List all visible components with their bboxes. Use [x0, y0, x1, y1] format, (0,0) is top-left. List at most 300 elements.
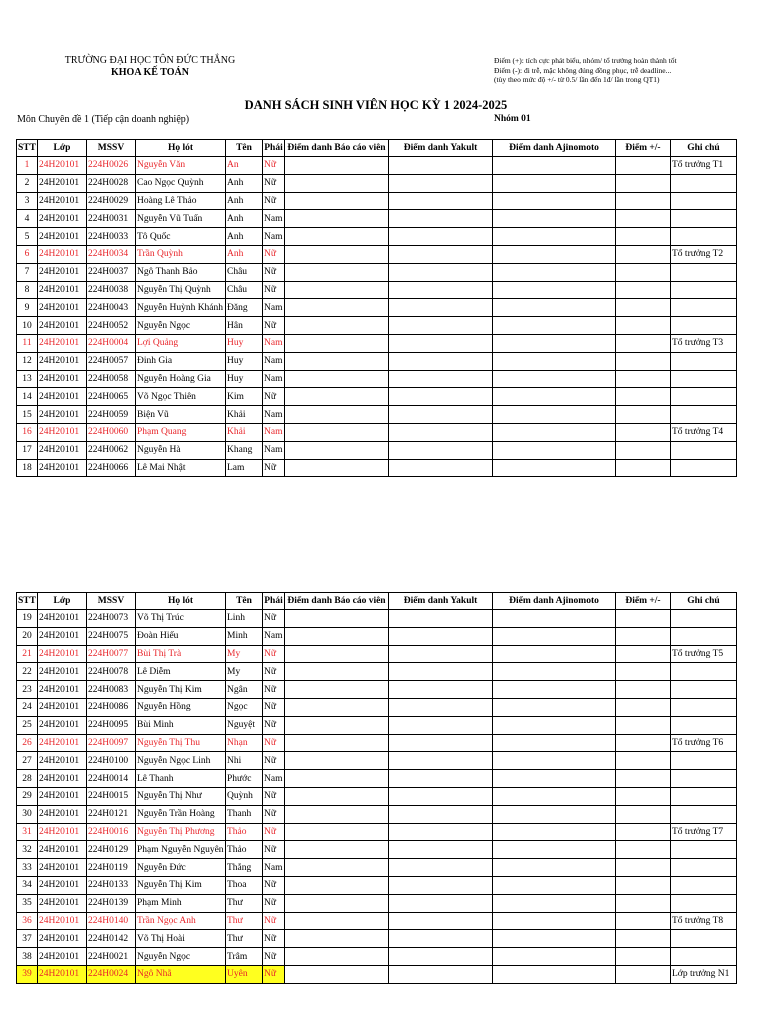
cell-diem[interactable]: [616, 370, 671, 388]
cell-diem[interactable]: [616, 228, 671, 246]
cell-diem[interactable]: [616, 787, 671, 805]
cell-ajinomoto[interactable]: [493, 192, 616, 210]
cell-bao-cao-vien[interactable]: [285, 317, 389, 335]
cell-yakult[interactable]: [389, 228, 493, 246]
cell-yakult[interactable]: [389, 388, 493, 406]
cell-note: [671, 352, 737, 370]
cell-yakult[interactable]: [389, 352, 493, 370]
cell-ten: Châu: [226, 281, 263, 299]
cell-bao-cao-vien[interactable]: [285, 610, 389, 628]
cell-diem[interactable]: [616, 876, 671, 894]
cell-phai: Nữ: [263, 876, 285, 894]
cell-ajinomoto[interactable]: [493, 752, 616, 770]
cell-ten: My: [226, 645, 263, 663]
cell-stt: 17: [17, 441, 38, 459]
cell-ten: Khải: [226, 406, 263, 424]
cell-yakult[interactable]: [389, 805, 493, 823]
cell-yakult[interactable]: [389, 441, 493, 459]
cell-yakult[interactable]: [389, 459, 493, 477]
cell-mssv: 224H0037: [87, 263, 136, 281]
cell-yakult[interactable]: [389, 334, 493, 352]
cell-mssv: 224H0062: [87, 441, 136, 459]
cell-holot: Lợi Quảng: [136, 334, 226, 352]
cell-bao-cao-vien[interactable]: [285, 299, 389, 317]
cell-lop: 24H20101: [38, 752, 87, 770]
cell-bao-cao-vien[interactable]: [285, 210, 389, 228]
table-row: [17, 876, 737, 894]
cell-ajinomoto[interactable]: [493, 841, 616, 859]
cell-ajinomoto[interactable]: [493, 627, 616, 645]
cell-diem[interactable]: [616, 627, 671, 645]
cell-bao-cao-vien[interactable]: [285, 752, 389, 770]
cell-ajinomoto[interactable]: [493, 965, 616, 983]
cell-ajinomoto[interactable]: [493, 423, 616, 441]
cell-holot: Nguyễn Văn: [136, 157, 226, 175]
cell-ten: An: [226, 157, 263, 175]
cell-lop: 24H20101: [38, 334, 87, 352]
cell-lop: 24H20101: [38, 965, 87, 983]
cell-diem[interactable]: [616, 423, 671, 441]
cell-mssv: 224H0031: [87, 210, 136, 228]
cell-diem[interactable]: [616, 912, 671, 930]
cell-ajinomoto[interactable]: [493, 859, 616, 877]
column-header-phai: Phái: [263, 140, 285, 157]
cell-diem[interactable]: [616, 352, 671, 370]
cell-diem[interactable]: [616, 645, 671, 663]
cell-yakult[interactable]: [389, 752, 493, 770]
cell-stt: 26: [17, 734, 38, 752]
cell-stt: 8: [17, 281, 38, 299]
cell-lop: 24H20101: [38, 281, 87, 299]
cell-diem[interactable]: [616, 841, 671, 859]
cell-diem[interactable]: [616, 681, 671, 699]
cell-diem[interactable]: [616, 770, 671, 788]
cell-diem[interactable]: [616, 894, 671, 912]
cell-ajinomoto[interactable]: [493, 663, 616, 681]
cell-yakult[interactable]: [389, 698, 493, 716]
cell-bao-cao-vien[interactable]: [285, 352, 389, 370]
cell-bao-cao-vien[interactable]: [285, 228, 389, 246]
cell-diem[interactable]: [616, 406, 671, 424]
cell-yakult[interactable]: [389, 610, 493, 628]
table-row: [17, 610, 737, 628]
table-row: [17, 912, 737, 930]
table-row: [17, 174, 737, 192]
cell-stt: 19: [17, 610, 38, 628]
cell-note: [671, 281, 737, 299]
cell-bao-cao-vien[interactable]: [285, 192, 389, 210]
cell-bao-cao-vien[interactable]: [285, 823, 389, 841]
cell-bao-cao-vien[interactable]: [285, 663, 389, 681]
cell-yakult[interactable]: [389, 663, 493, 681]
cell-diem[interactable]: [616, 716, 671, 734]
cell-yakult[interactable]: [389, 263, 493, 281]
cell-bao-cao-vien[interactable]: [285, 787, 389, 805]
cell-diem[interactable]: [616, 859, 671, 877]
cell-holot: Nguyễn Hồng: [136, 698, 226, 716]
table-row: [17, 645, 737, 663]
cell-mssv: 224H0004: [87, 334, 136, 352]
cell-ajinomoto[interactable]: [493, 948, 616, 966]
cell-lop: 24H20101: [38, 948, 87, 966]
cell-bao-cao-vien[interactable]: [285, 174, 389, 192]
cell-ajinomoto[interactable]: [493, 388, 616, 406]
cell-ajinomoto[interactable]: [493, 228, 616, 246]
cell-bao-cao-vien[interactable]: [285, 459, 389, 477]
cell-note: Tổ trưởng T3: [671, 334, 737, 352]
cell-diem[interactable]: [616, 157, 671, 175]
cell-bao-cao-vien[interactable]: [285, 805, 389, 823]
cell-lop: 24H20101: [38, 912, 87, 930]
cell-holot: Nguyễn Ngọc: [136, 948, 226, 966]
column-header-holot: Họ lót: [136, 140, 226, 157]
column-header-mssv: MSSV: [87, 593, 136, 610]
cell-ajinomoto[interactable]: [493, 459, 616, 477]
cell-yakult[interactable]: [389, 210, 493, 228]
cell-yakult[interactable]: [389, 716, 493, 734]
cell-yakult[interactable]: [389, 965, 493, 983]
cell-note: [671, 627, 737, 645]
cell-phai: Nữ: [263, 787, 285, 805]
cell-ten: Thảo: [226, 841, 263, 859]
school-header: [40, 55, 260, 79]
cell-ten: Anh: [226, 174, 263, 192]
cell-holot: Bùi Minh: [136, 716, 226, 734]
cell-yakult[interactable]: [389, 299, 493, 317]
cell-yakult[interactable]: [389, 841, 493, 859]
cell-diem[interactable]: [616, 192, 671, 210]
cell-ajinomoto[interactable]: [493, 645, 616, 663]
cell-bao-cao-vien[interactable]: [285, 859, 389, 877]
cell-mssv: 224H0083: [87, 681, 136, 699]
cell-yakult[interactable]: [389, 770, 493, 788]
cell-mssv: 224H0133: [87, 876, 136, 894]
cell-diem[interactable]: [616, 174, 671, 192]
cell-ajinomoto[interactable]: [493, 912, 616, 930]
cell-mssv: 224H0038: [87, 281, 136, 299]
cell-bao-cao-vien[interactable]: [285, 281, 389, 299]
cell-yakult[interactable]: [389, 645, 493, 663]
cell-diem[interactable]: [616, 317, 671, 335]
cell-note: [671, 370, 737, 388]
cell-diem[interactable]: [616, 752, 671, 770]
cell-stt: 28: [17, 770, 38, 788]
cell-note: Tổ trưởng T2: [671, 245, 737, 263]
cell-diem[interactable]: [616, 459, 671, 477]
cell-bao-cao-vien[interactable]: [285, 841, 389, 859]
cell-yakult[interactable]: [389, 681, 493, 699]
table-row: [17, 965, 737, 983]
cell-mssv: 224H0029: [87, 192, 136, 210]
cell-diem[interactable]: [616, 245, 671, 263]
cell-lop: 24H20101: [38, 805, 87, 823]
cell-lop: 24H20101: [38, 157, 87, 175]
table-row: [17, 245, 737, 263]
cell-stt: 20: [17, 627, 38, 645]
cell-ajinomoto[interactable]: [493, 370, 616, 388]
cell-ajinomoto[interactable]: [493, 681, 616, 699]
cell-ajinomoto[interactable]: [493, 698, 616, 716]
cell-holot: Nguyễn Thị Quỳnh: [136, 281, 226, 299]
department-name: KHOA KẾ TOÁN: [111, 67, 189, 78]
cell-ajinomoto[interactable]: [493, 157, 616, 175]
cell-bao-cao-vien[interactable]: [285, 627, 389, 645]
column-header-yakult: Điểm danh Yakult: [389, 140, 493, 157]
cell-stt: 21: [17, 645, 38, 663]
cell-note: [671, 876, 737, 894]
cell-bao-cao-vien[interactable]: [285, 388, 389, 406]
cell-bao-cao-vien[interactable]: [285, 334, 389, 352]
cell-holot: Lê Mai Nhật: [136, 459, 226, 477]
cell-ajinomoto[interactable]: [493, 352, 616, 370]
cell-diem[interactable]: [616, 388, 671, 406]
cell-stt: 38: [17, 948, 38, 966]
cell-diem[interactable]: [616, 805, 671, 823]
cell-note: Lớp trưởng N1: [671, 965, 737, 983]
cell-ajinomoto[interactable]: [493, 441, 616, 459]
cell-phai: Nam: [263, 423, 285, 441]
cell-stt: 1: [17, 157, 38, 175]
cell-ajinomoto[interactable]: [493, 406, 616, 424]
student-table-2: [16, 592, 737, 984]
cell-yakult[interactable]: [389, 876, 493, 894]
cell-yakult[interactable]: [389, 787, 493, 805]
cell-stt: 18: [17, 459, 38, 477]
column-header-yakult: Điểm danh Yakult: [389, 593, 493, 610]
cell-yakult[interactable]: [389, 245, 493, 263]
cell-ajinomoto[interactable]: [493, 734, 616, 752]
column-header-stt: STT: [17, 593, 38, 610]
cell-diem[interactable]: [616, 734, 671, 752]
cell-bao-cao-vien[interactable]: [285, 912, 389, 930]
cell-mssv: 224H0066: [87, 459, 136, 477]
cell-stt: 6: [17, 245, 38, 263]
cell-ajinomoto[interactable]: [493, 716, 616, 734]
cell-bao-cao-vien[interactable]: [285, 645, 389, 663]
cell-yakult[interactable]: [389, 174, 493, 192]
cell-bao-cao-vien[interactable]: [285, 441, 389, 459]
cell-lop: 24H20101: [38, 859, 87, 877]
cell-diem[interactable]: [616, 299, 671, 317]
cell-note: [671, 663, 737, 681]
cell-ajinomoto[interactable]: [493, 894, 616, 912]
table-row: [17, 930, 737, 948]
cell-holot: Cao Ngọc Quỳnh: [136, 174, 226, 192]
cell-holot: Nguyễn Đức: [136, 859, 226, 877]
table-row: [17, 352, 737, 370]
cell-mssv: 224H0121: [87, 805, 136, 823]
cell-yakult[interactable]: [389, 948, 493, 966]
cell-phai: Nữ: [263, 157, 285, 175]
cell-ajinomoto[interactable]: [493, 174, 616, 192]
cell-diem[interactable]: [616, 441, 671, 459]
cell-diem[interactable]: [616, 663, 671, 681]
cell-yakult[interactable]: [389, 423, 493, 441]
cell-yakult[interactable]: [389, 157, 493, 175]
cell-note: [671, 210, 737, 228]
cell-diem[interactable]: [616, 948, 671, 966]
cell-bao-cao-vien[interactable]: [285, 716, 389, 734]
cell-phai: Nữ: [263, 192, 285, 210]
scoring-notes: [494, 56, 754, 85]
cell-lop: 24H20101: [38, 423, 87, 441]
cell-stt: 2: [17, 174, 38, 192]
cell-stt: 32: [17, 841, 38, 859]
cell-stt: 33: [17, 859, 38, 877]
cell-mssv: 224H0052: [87, 317, 136, 335]
cell-ajinomoto[interactable]: [493, 299, 616, 317]
cell-diem[interactable]: [616, 210, 671, 228]
cell-ajinomoto[interactable]: [493, 805, 616, 823]
cell-holot: Trần Ngọc Anh: [136, 912, 226, 930]
cell-lop: 24H20101: [38, 841, 87, 859]
cell-ten: Thư: [226, 912, 263, 930]
header-row: [17, 140, 737, 157]
cell-yakult[interactable]: [389, 406, 493, 424]
table-row: [17, 334, 737, 352]
cell-diem[interactable]: [616, 263, 671, 281]
cell-bao-cao-vien[interactable]: [285, 770, 389, 788]
cell-phai: Nam: [263, 859, 285, 877]
cell-lop: 24H20101: [38, 388, 87, 406]
cell-mssv: 224H0016: [87, 823, 136, 841]
cell-yakult[interactable]: [389, 912, 493, 930]
table-row: [17, 681, 737, 699]
table-row: [17, 770, 737, 788]
cell-ajinomoto[interactable]: [493, 317, 616, 335]
cell-note: Tổ trưởng T5: [671, 645, 737, 663]
cell-phai: Nữ: [263, 734, 285, 752]
cell-ajinomoto[interactable]: [493, 245, 616, 263]
cell-stt: 25: [17, 716, 38, 734]
cell-ten: Trâm: [226, 948, 263, 966]
cell-bao-cao-vien[interactable]: [285, 157, 389, 175]
cell-stt: 9: [17, 299, 38, 317]
cell-bao-cao-vien[interactable]: [285, 263, 389, 281]
cell-yakult[interactable]: [389, 859, 493, 877]
table-row: [17, 787, 737, 805]
cell-yakult[interactable]: [389, 894, 493, 912]
cell-yakult[interactable]: [389, 930, 493, 948]
cell-lop: 24H20101: [38, 263, 87, 281]
cell-note: [671, 752, 737, 770]
cell-bao-cao-vien[interactable]: [285, 876, 389, 894]
scoring-note: Điểm (+): tích cực phát biểu, nhóm/ tổ trưởng hoàn thành tốt: [494, 56, 677, 65]
column-header-diem: Điểm +/-: [616, 140, 671, 157]
cell-bao-cao-vien[interactable]: [285, 894, 389, 912]
cell-bao-cao-vien[interactable]: [285, 698, 389, 716]
cell-bao-cao-vien[interactable]: [285, 406, 389, 424]
cell-mssv: 224H0028: [87, 174, 136, 192]
cell-lop: 24H20101: [38, 645, 87, 663]
cell-ten: Huy: [226, 352, 263, 370]
cell-ten: Khang: [226, 441, 263, 459]
cell-stt: 39: [17, 965, 38, 983]
cell-phai: Nữ: [263, 698, 285, 716]
cell-yakult[interactable]: [389, 192, 493, 210]
cell-yakult[interactable]: [389, 823, 493, 841]
cell-bao-cao-vien[interactable]: [285, 965, 389, 983]
cell-bao-cao-vien[interactable]: [285, 734, 389, 752]
cell-diem[interactable]: [616, 823, 671, 841]
cell-bao-cao-vien[interactable]: [285, 370, 389, 388]
cell-yakult[interactable]: [389, 281, 493, 299]
cell-lop: 24H20101: [38, 681, 87, 699]
cell-stt: 30: [17, 805, 38, 823]
cell-mssv: 224H0077: [87, 645, 136, 663]
cell-note: Tổ trưởng T1: [671, 157, 737, 175]
cell-diem[interactable]: [616, 610, 671, 628]
cell-bao-cao-vien[interactable]: [285, 681, 389, 699]
cell-note: [671, 299, 737, 317]
cell-yakult[interactable]: [389, 317, 493, 335]
cell-ajinomoto[interactable]: [493, 263, 616, 281]
cell-ten: Thắng: [226, 859, 263, 877]
cell-ten: Đăng: [226, 299, 263, 317]
cell-note: [671, 859, 737, 877]
cell-yakult[interactable]: [389, 627, 493, 645]
table-row: [17, 841, 737, 859]
cell-ajinomoto[interactable]: [493, 334, 616, 352]
cell-yakult[interactable]: [389, 734, 493, 752]
cell-stt: 34: [17, 876, 38, 894]
cell-ajinomoto[interactable]: [493, 787, 616, 805]
column-header-ten: Tên: [226, 140, 263, 157]
cell-yakult[interactable]: [389, 370, 493, 388]
cell-bao-cao-vien[interactable]: [285, 948, 389, 966]
cell-diem[interactable]: [616, 334, 671, 352]
cell-diem[interactable]: [616, 281, 671, 299]
cell-ten: Khải: [226, 423, 263, 441]
cell-phai: Nữ: [263, 841, 285, 859]
cell-lop: 24H20101: [38, 716, 87, 734]
cell-stt: 22: [17, 663, 38, 681]
cell-ajinomoto[interactable]: [493, 770, 616, 788]
cell-lop: 24H20101: [38, 823, 87, 841]
cell-holot: Phạm Nguyễn Nguyên: [136, 841, 226, 859]
table-row: [17, 317, 737, 335]
cell-ajinomoto[interactable]: [493, 930, 616, 948]
cell-mssv: 224H0078: [87, 663, 136, 681]
cell-stt: 23: [17, 681, 38, 699]
cell-bao-cao-vien[interactable]: [285, 423, 389, 441]
cell-lop: 24H20101: [38, 459, 87, 477]
cell-ajinomoto[interactable]: [493, 876, 616, 894]
cell-phai: Nữ: [263, 681, 285, 699]
cell-holot: Võ Ngọc Thiên: [136, 388, 226, 406]
cell-ajinomoto[interactable]: [493, 823, 616, 841]
cell-ten: Anh: [226, 192, 263, 210]
cell-diem[interactable]: [616, 930, 671, 948]
cell-diem[interactable]: [616, 965, 671, 983]
cell-ajinomoto[interactable]: [493, 281, 616, 299]
page-title: DANH SÁCH SINH VIÊN HỌC KỲ 1 2024-2025: [244, 98, 508, 112]
cell-ajinomoto[interactable]: [493, 210, 616, 228]
school-name: TRƯỜNG ĐẠI HỌC TÔN ĐỨC THẮNG: [64, 55, 236, 66]
cell-mssv: 224H0024: [87, 965, 136, 983]
cell-ajinomoto[interactable]: [493, 610, 616, 628]
cell-note: [671, 770, 737, 788]
cell-lop: 24H20101: [38, 192, 87, 210]
cell-stt: 14: [17, 388, 38, 406]
cell-mssv: 224H0026: [87, 157, 136, 175]
cell-phai: Nữ: [263, 823, 285, 841]
table-row: [17, 663, 737, 681]
cell-bao-cao-vien[interactable]: [285, 245, 389, 263]
cell-diem[interactable]: [616, 698, 671, 716]
cell-holot: Nguyễn Ngọc Linh: [136, 752, 226, 770]
cell-bao-cao-vien[interactable]: [285, 930, 389, 948]
